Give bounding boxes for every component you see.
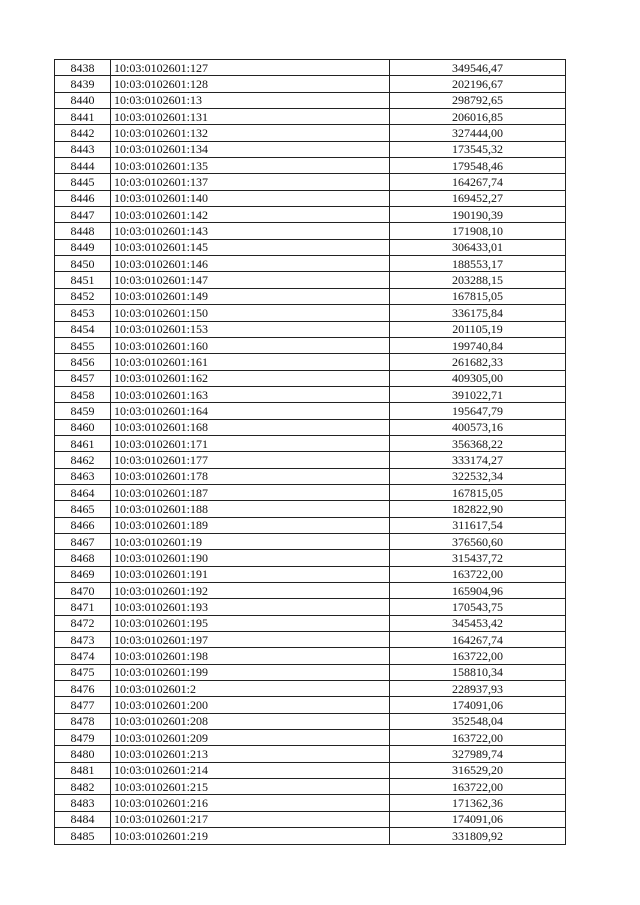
cadastral-number-cell: 10:03:0102601:168 [111, 419, 390, 435]
row-number-cell: 8451 [55, 272, 111, 288]
table-row [55, 681, 566, 697]
cadastral-value-cell: 174091,06 [390, 811, 566, 827]
row-number-cell: 8485 [55, 828, 111, 844]
row-number-cell: 8481 [55, 762, 111, 778]
table-row [55, 533, 566, 549]
row-number-cell: 8438 [55, 60, 111, 76]
cadastral-number-cell: 10:03:0102601:137 [111, 174, 390, 190]
table-row [55, 158, 566, 174]
table-row [55, 484, 566, 500]
table-row [55, 419, 566, 435]
cadastral-number-cell: 10:03:0102601:150 [111, 305, 390, 321]
cadastral-number-cell: 10:03:0102601:187 [111, 484, 390, 500]
cadastral-number-cell: 10:03:0102601:193 [111, 599, 390, 615]
cadastral-number-cell: 10:03:0102601:200 [111, 697, 390, 713]
table-row [55, 762, 566, 778]
cadastral-value-cell: 315437,72 [390, 550, 566, 566]
cadastral-number-cell: 10:03:0102601:128 [111, 76, 390, 92]
cadastral-value-cell: 298792,65 [390, 92, 566, 108]
cadastral-value-cell: 311617,54 [390, 517, 566, 533]
cadastral-value-cell: 179548,46 [390, 158, 566, 174]
cadastral-value-cell: 352548,04 [390, 713, 566, 729]
row-number-cell: 8452 [55, 288, 111, 304]
cadastral-number-cell: 10:03:0102601:153 [111, 321, 390, 337]
table-row [55, 174, 566, 190]
table-row [55, 517, 566, 533]
cadastral-number-cell: 10:03:0102601:190 [111, 550, 390, 566]
table-row [55, 288, 566, 304]
cadastral-value-cell: 409305,00 [390, 370, 566, 386]
cadastral-value-cell: 195647,79 [390, 403, 566, 419]
cadastral-value-cell: 327444,00 [390, 125, 566, 141]
cadastral-number-cell: 10:03:0102601:177 [111, 452, 390, 468]
cadastral-value-cell: 349546,47 [390, 60, 566, 76]
table-row [55, 648, 566, 664]
cadastral-value-cell: 158810,34 [390, 664, 566, 680]
cadastral-number-cell: 10:03:0102601:161 [111, 354, 390, 370]
cadastral-number-cell: 10:03:0102601:147 [111, 272, 390, 288]
cadastral-value-cell: 345453,42 [390, 615, 566, 631]
row-number-cell: 8441 [55, 109, 111, 125]
cadastral-value-cell: 173545,32 [390, 141, 566, 157]
cadastral-value-cell: 391022,71 [390, 386, 566, 402]
row-number-cell: 8446 [55, 190, 111, 206]
cadastral-number-cell: 10:03:0102601:13 [111, 92, 390, 108]
table-row [55, 730, 566, 746]
row-number-cell: 8476 [55, 681, 111, 697]
row-number-cell: 8468 [55, 550, 111, 566]
row-number-cell: 8474 [55, 648, 111, 664]
cadastral-value-cell: 171908,10 [390, 223, 566, 239]
cadastral-value-cell: 163722,00 [390, 566, 566, 582]
table-row [55, 370, 566, 386]
cadastral-value-cell: 170543,75 [390, 599, 566, 615]
cadastral-value-cell: 169452,27 [390, 190, 566, 206]
cadastral-number-cell: 10:03:0102601:198 [111, 648, 390, 664]
cadastral-value-cell: 163722,00 [390, 779, 566, 795]
row-number-cell: 8483 [55, 795, 111, 811]
table-row [55, 599, 566, 615]
cadastral-number-cell: 10:03:0102601:209 [111, 730, 390, 746]
table-row [55, 811, 566, 827]
row-number-cell: 8464 [55, 484, 111, 500]
row-number-cell: 8470 [55, 583, 111, 599]
table-row [55, 92, 566, 108]
cadastral-number-cell: 10:03:0102601:214 [111, 762, 390, 778]
table-row [55, 632, 566, 648]
cadastral-value-cell: 356368,22 [390, 435, 566, 451]
row-number-cell: 8466 [55, 517, 111, 533]
row-number-cell: 8448 [55, 223, 111, 239]
row-number-cell: 8461 [55, 435, 111, 451]
row-number-cell: 8453 [55, 305, 111, 321]
cadastral-value-cell: 228937,93 [390, 681, 566, 697]
row-number-cell: 8482 [55, 779, 111, 795]
cadastral-value-cell: 164267,74 [390, 174, 566, 190]
row-number-cell: 8467 [55, 533, 111, 549]
row-number-cell: 8454 [55, 321, 111, 337]
cadastral-value-cell: 261682,33 [390, 354, 566, 370]
row-number-cell: 8455 [55, 337, 111, 353]
row-number-cell: 8463 [55, 468, 111, 484]
cadastral-number-cell: 10:03:0102601:188 [111, 501, 390, 517]
cadastral-value-table [54, 59, 566, 845]
table-row [55, 468, 566, 484]
table-row [55, 779, 566, 795]
cadastral-number-cell: 10:03:0102601:134 [111, 141, 390, 157]
table-row [55, 239, 566, 255]
cadastral-value-cell: 203288,15 [390, 272, 566, 288]
row-number-cell: 8460 [55, 419, 111, 435]
cadastral-value-cell: 333174,27 [390, 452, 566, 468]
table-row [55, 354, 566, 370]
cadastral-number-cell: 10:03:0102601:135 [111, 158, 390, 174]
row-number-cell: 8442 [55, 125, 111, 141]
table-body [55, 60, 566, 845]
row-number-cell: 8457 [55, 370, 111, 386]
row-number-cell: 8449 [55, 239, 111, 255]
row-number-cell: 8473 [55, 632, 111, 648]
cadastral-number-cell: 10:03:0102601:149 [111, 288, 390, 304]
table-row [55, 76, 566, 92]
table-row [55, 60, 566, 76]
table-row [55, 566, 566, 582]
cadastral-value-cell: 163722,00 [390, 730, 566, 746]
row-number-cell: 8465 [55, 501, 111, 517]
table-row [55, 256, 566, 272]
row-number-cell: 8439 [55, 76, 111, 92]
table-row [55, 207, 566, 223]
cadastral-value-cell: 400573,16 [390, 419, 566, 435]
table-row [55, 828, 566, 844]
row-number-cell: 8469 [55, 566, 111, 582]
cadastral-value-cell: 201105,19 [390, 321, 566, 337]
cadastral-value-cell: 199740,84 [390, 337, 566, 353]
row-number-cell: 8475 [55, 664, 111, 680]
cadastral-number-cell: 10:03:0102601:197 [111, 632, 390, 648]
cadastral-number-cell: 10:03:0102601:195 [111, 615, 390, 631]
cadastral-value-cell: 188553,17 [390, 256, 566, 272]
cadastral-value-cell: 164267,74 [390, 632, 566, 648]
cadastral-number-cell: 10:03:0102601:171 [111, 435, 390, 451]
table-row [55, 305, 566, 321]
cadastral-value-cell: 336175,84 [390, 305, 566, 321]
table-row [55, 435, 566, 451]
table-row [55, 697, 566, 713]
row-number-cell: 8478 [55, 713, 111, 729]
table-row [55, 746, 566, 762]
cadastral-number-cell: 10:03:0102601:213 [111, 746, 390, 762]
row-number-cell: 8479 [55, 730, 111, 746]
cadastral-value-cell: 174091,06 [390, 697, 566, 713]
table-row [55, 337, 566, 353]
row-number-cell: 8459 [55, 403, 111, 419]
cadastral-number-cell: 10:03:0102601:164 [111, 403, 390, 419]
cadastral-value-cell: 322532,34 [390, 468, 566, 484]
cadastral-number-cell: 10:03:0102601:163 [111, 386, 390, 402]
cadastral-number-cell: 10:03:0102601:132 [111, 125, 390, 141]
row-number-cell: 8484 [55, 811, 111, 827]
row-number-cell: 8458 [55, 386, 111, 402]
table-row [55, 109, 566, 125]
cadastral-number-cell: 10:03:0102601:208 [111, 713, 390, 729]
cadastral-number-cell: 10:03:0102601:160 [111, 337, 390, 353]
row-number-cell: 8445 [55, 174, 111, 190]
cadastral-value-cell: 327989,74 [390, 746, 566, 762]
cadastral-number-cell: 10:03:0102601:217 [111, 811, 390, 827]
cadastral-value-cell: 331809,92 [390, 828, 566, 844]
cadastral-number-cell: 10:03:0102601:189 [111, 517, 390, 533]
cadastral-value-cell: 163722,00 [390, 648, 566, 664]
cadastral-number-cell: 10:03:0102601:192 [111, 583, 390, 599]
cadastral-number-cell: 10:03:0102601:191 [111, 566, 390, 582]
row-number-cell: 8480 [55, 746, 111, 762]
cadastral-value-cell: 182822,90 [390, 501, 566, 517]
cadastral-number-cell: 10:03:0102601:178 [111, 468, 390, 484]
cadastral-number-cell: 10:03:0102601:145 [111, 239, 390, 255]
cadastral-number-cell: 10:03:0102601:143 [111, 223, 390, 239]
table-row [55, 795, 566, 811]
table-row [55, 321, 566, 337]
cadastral-value-cell: 206016,85 [390, 109, 566, 125]
row-number-cell: 8443 [55, 141, 111, 157]
cadastral-value-cell: 167815,05 [390, 288, 566, 304]
cadastral-number-cell: 10:03:0102601:216 [111, 795, 390, 811]
cadastral-number-cell: 10:03:0102601:146 [111, 256, 390, 272]
cadastral-number-cell: 10:03:0102601:2 [111, 681, 390, 697]
row-number-cell: 8462 [55, 452, 111, 468]
table-row [55, 141, 566, 157]
cadastral-number-cell: 10:03:0102601:131 [111, 109, 390, 125]
cadastral-value-cell: 316529,20 [390, 762, 566, 778]
row-number-cell: 8450 [55, 256, 111, 272]
table-row [55, 713, 566, 729]
cadastral-number-cell: 10:03:0102601:140 [111, 190, 390, 206]
cadastral-value-cell: 165904,96 [390, 583, 566, 599]
table-row [55, 272, 566, 288]
row-number-cell: 8447 [55, 207, 111, 223]
cadastral-number-cell: 10:03:0102601:219 [111, 828, 390, 844]
table-row [55, 583, 566, 599]
cadastral-value-cell: 202196,67 [390, 76, 566, 92]
cadastral-value-cell: 376560,60 [390, 533, 566, 549]
table-row [55, 615, 566, 631]
cadastral-number-cell: 10:03:0102601:199 [111, 664, 390, 680]
cadastral-number-cell: 10:03:0102601:142 [111, 207, 390, 223]
cadastral-value-cell: 306433,01 [390, 239, 566, 255]
table-row [55, 190, 566, 206]
table-row [55, 386, 566, 402]
row-number-cell: 8477 [55, 697, 111, 713]
cadastral-value-cell: 190190,39 [390, 207, 566, 223]
table-row [55, 223, 566, 239]
row-number-cell: 8471 [55, 599, 111, 615]
cadastral-value-cell: 171362,36 [390, 795, 566, 811]
table-row [55, 125, 566, 141]
row-number-cell: 8440 [55, 92, 111, 108]
cadastral-number-cell: 10:03:0102601:215 [111, 779, 390, 795]
row-number-cell: 8472 [55, 615, 111, 631]
cadastral-value-cell: 167815,05 [390, 484, 566, 500]
table-row [55, 403, 566, 419]
cadastral-number-cell: 10:03:0102601:127 [111, 60, 390, 76]
cadastral-number-cell: 10:03:0102601:162 [111, 370, 390, 386]
table-row [55, 550, 566, 566]
cadastral-number-cell: 10:03:0102601:19 [111, 533, 390, 549]
table-row [55, 501, 566, 517]
row-number-cell: 8456 [55, 354, 111, 370]
table-row [55, 664, 566, 680]
row-number-cell: 8444 [55, 158, 111, 174]
table-row [55, 452, 566, 468]
